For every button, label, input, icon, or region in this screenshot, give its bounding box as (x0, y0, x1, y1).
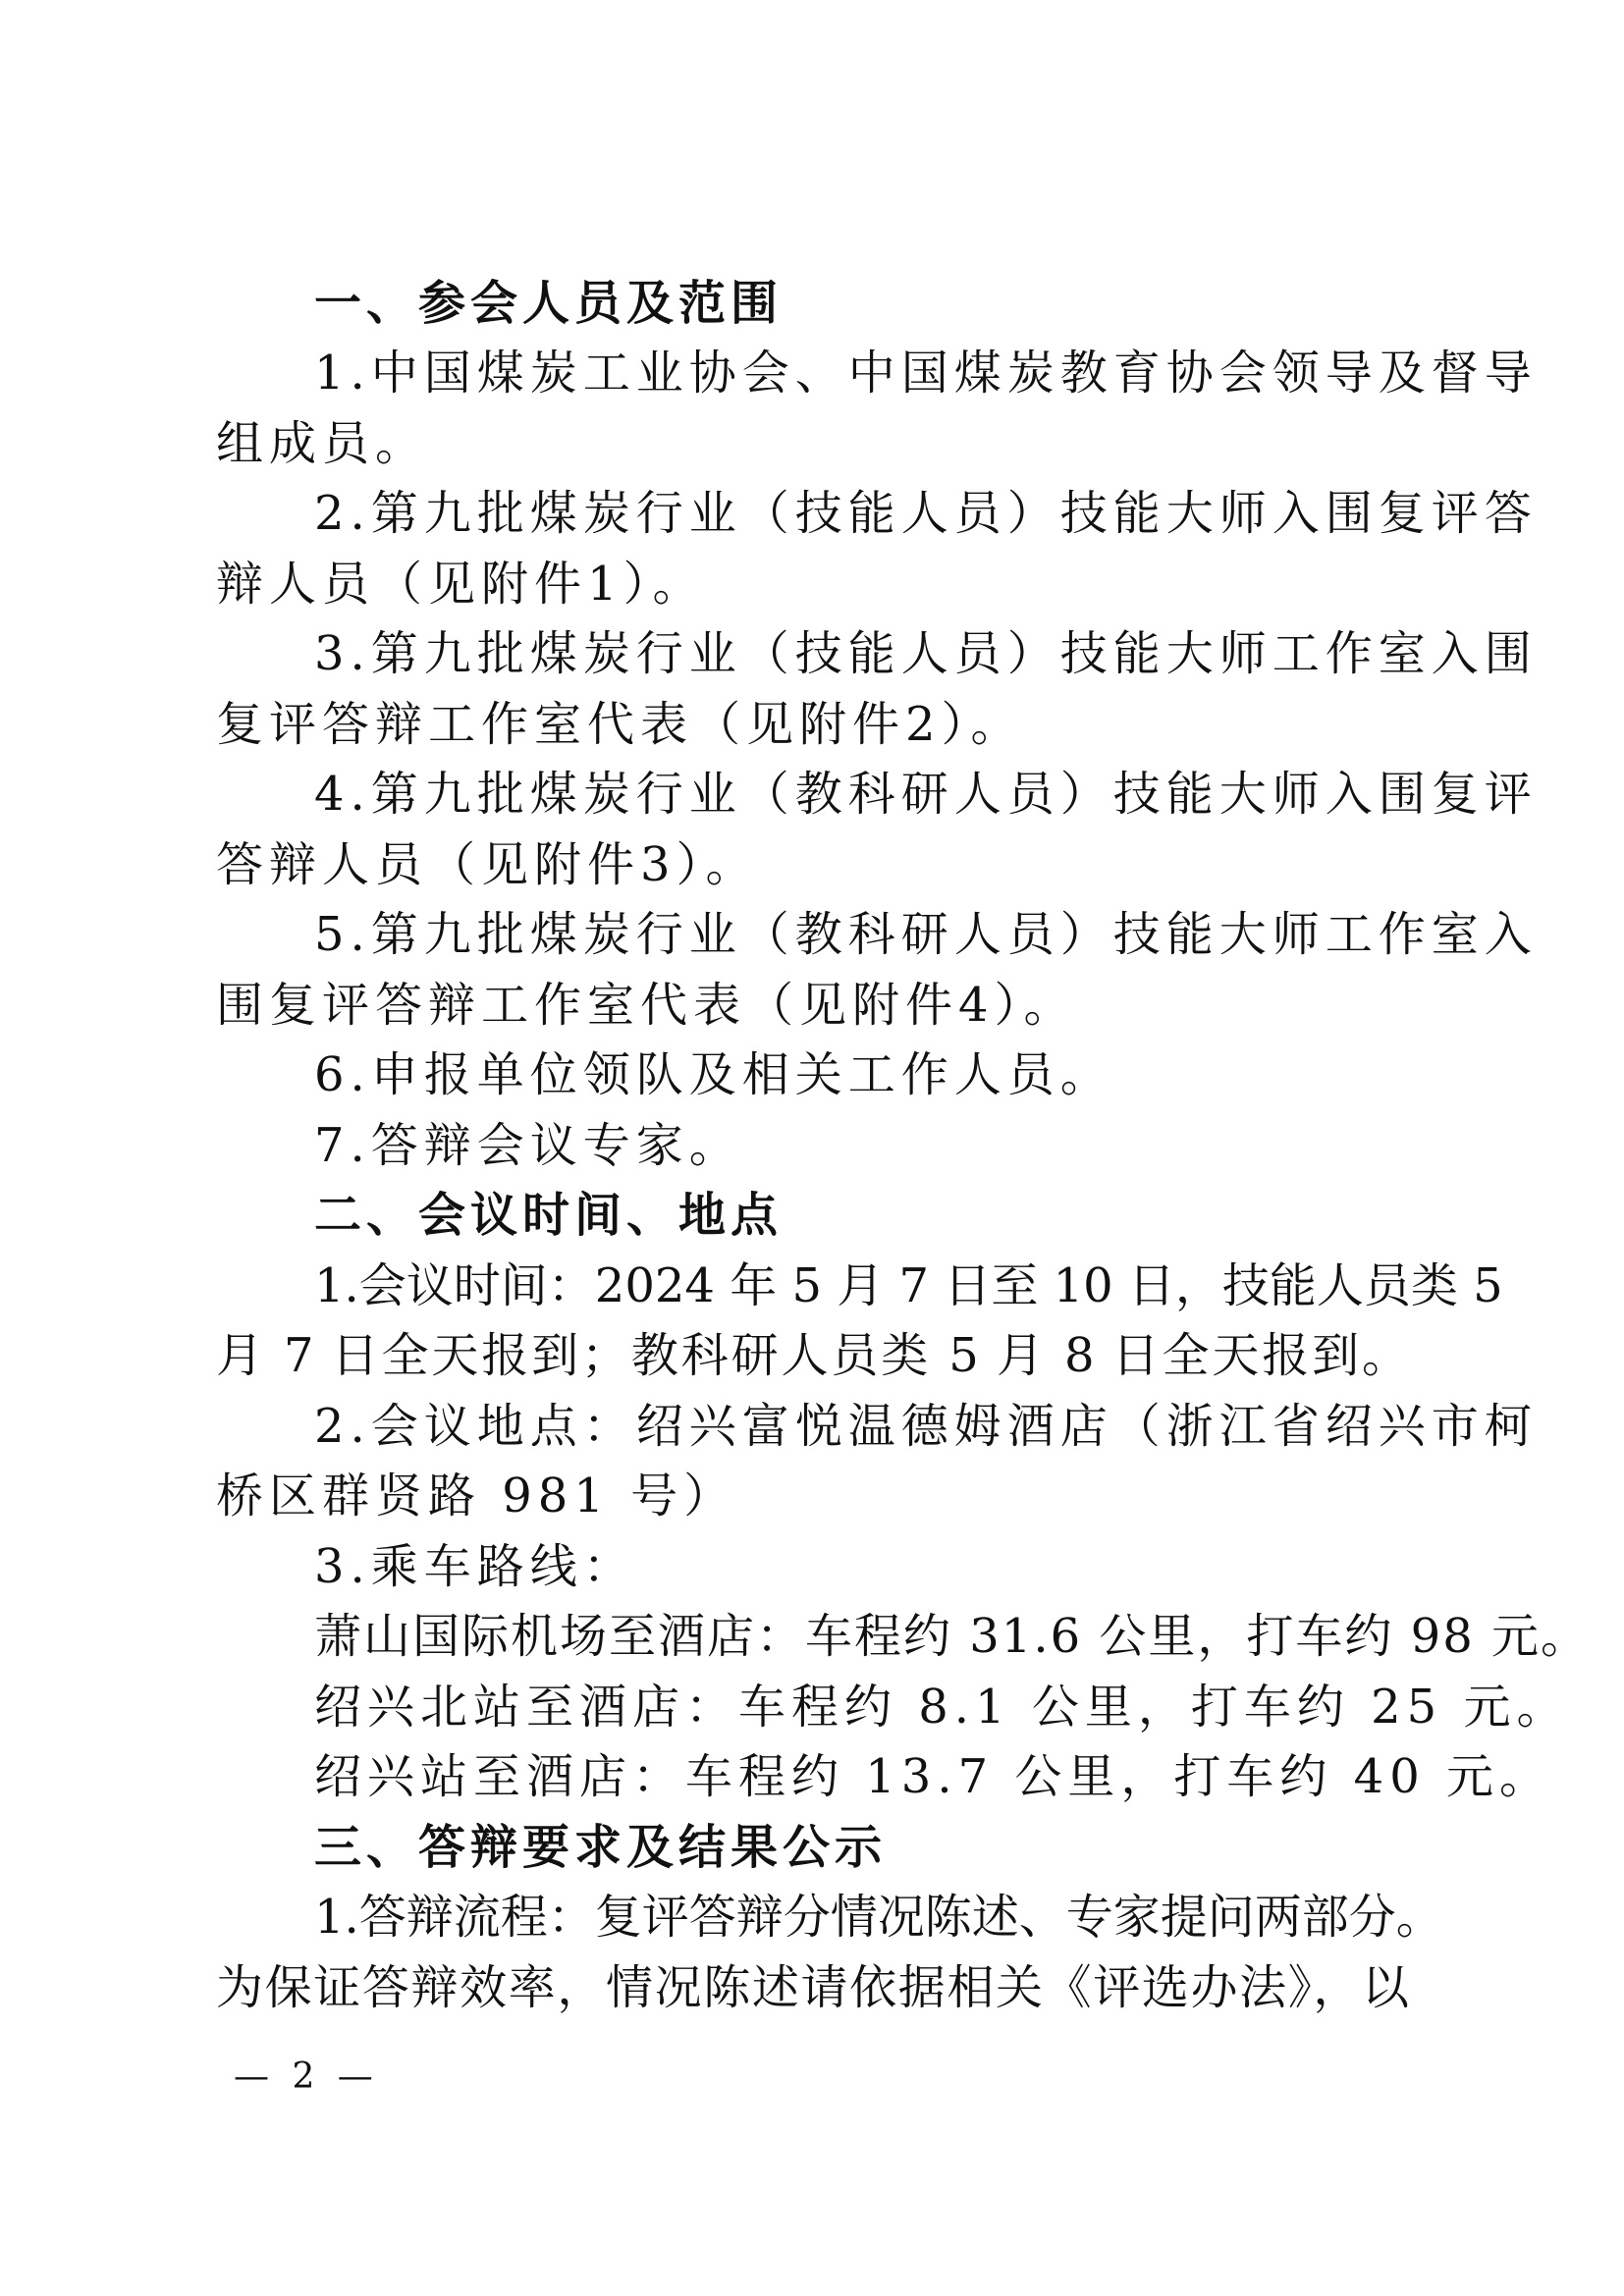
paragraph-line: 辩人员（见附件1）。 (216, 557, 706, 612)
route-line: 萧山国际机场至酒店：车程约 31.6 公里，打车约 98 元。 (314, 1609, 1590, 1664)
section-heading-time-place: 二、会议时间、地点 (314, 1188, 784, 1243)
paragraph-line: 月 7 日全天报到；教科研人员类 5 月 8 日全天报到。 (216, 1328, 1409, 1383)
paragraph-line: 3.乘车路线： (314, 1539, 636, 1594)
paragraph-line: 7.答辩会议专家。 (314, 1118, 742, 1173)
paragraph-line: 3.第九批煤炭行业（技能人员）技能大师工作室入围 (314, 626, 1538, 681)
page-number: — 2 — (234, 2056, 379, 2097)
paragraph-line: 6.申报单位领队及相关工作人员。 (314, 1047, 1113, 1102)
route-line: 绍兴站至酒店：车程约 13.7 公里，打车约 40 元。 (314, 1749, 1552, 1804)
paragraph-line: 1.答辩流程：复评答辩分情况陈述、专家提问两部分。 (314, 1890, 1443, 1945)
route-line: 绍兴北站至酒店：车程约 8.1 公里，打车约 25 元。 (314, 1680, 1570, 1735)
paragraph-line: 复评答辩工作室代表（见附件2）。 (216, 697, 1024, 752)
paragraph-line: 1.中国煤炭工业协会、中国煤炭教育协会领导及督导 (314, 346, 1538, 400)
paragraph-line: 组成员。 (216, 416, 429, 471)
paragraph-line: 答辩人员（见附件3）。 (216, 837, 759, 892)
section-heading-requirements: 三、答辩要求及结果公示 (314, 1820, 888, 1875)
paragraph-line: 4.第九批煤炭行业（教科研人员）技能大师入围复评 (314, 767, 1538, 822)
paragraph-line: 2.第九批煤炭行业（技能人员）技能大师入围复评答 (314, 486, 1538, 541)
paragraph-line: 为保证答辩效率，情况陈述请依据相关《评选办法》，以 (216, 1960, 1409, 2015)
paragraph-line: 5.第九批煤炭行业（教科研人员）技能大师工作室入 (314, 907, 1538, 962)
paragraph-line: 1.会议时间：2024 年 5 月 7 日至 10 日，技能人员类 5 (314, 1258, 1503, 1313)
paragraph-line: 2.会议地点：绍兴富悦温德姆酒店（浙江省绍兴市柯 (314, 1399, 1538, 1454)
paragraph-line: 桥区群贤路 981 号） (216, 1468, 737, 1523)
section-heading-attendees: 一、参会人员及范围 (314, 276, 784, 331)
paragraph-line: 围复评答辩工作室代表（见附件4）。 (216, 978, 1077, 1033)
